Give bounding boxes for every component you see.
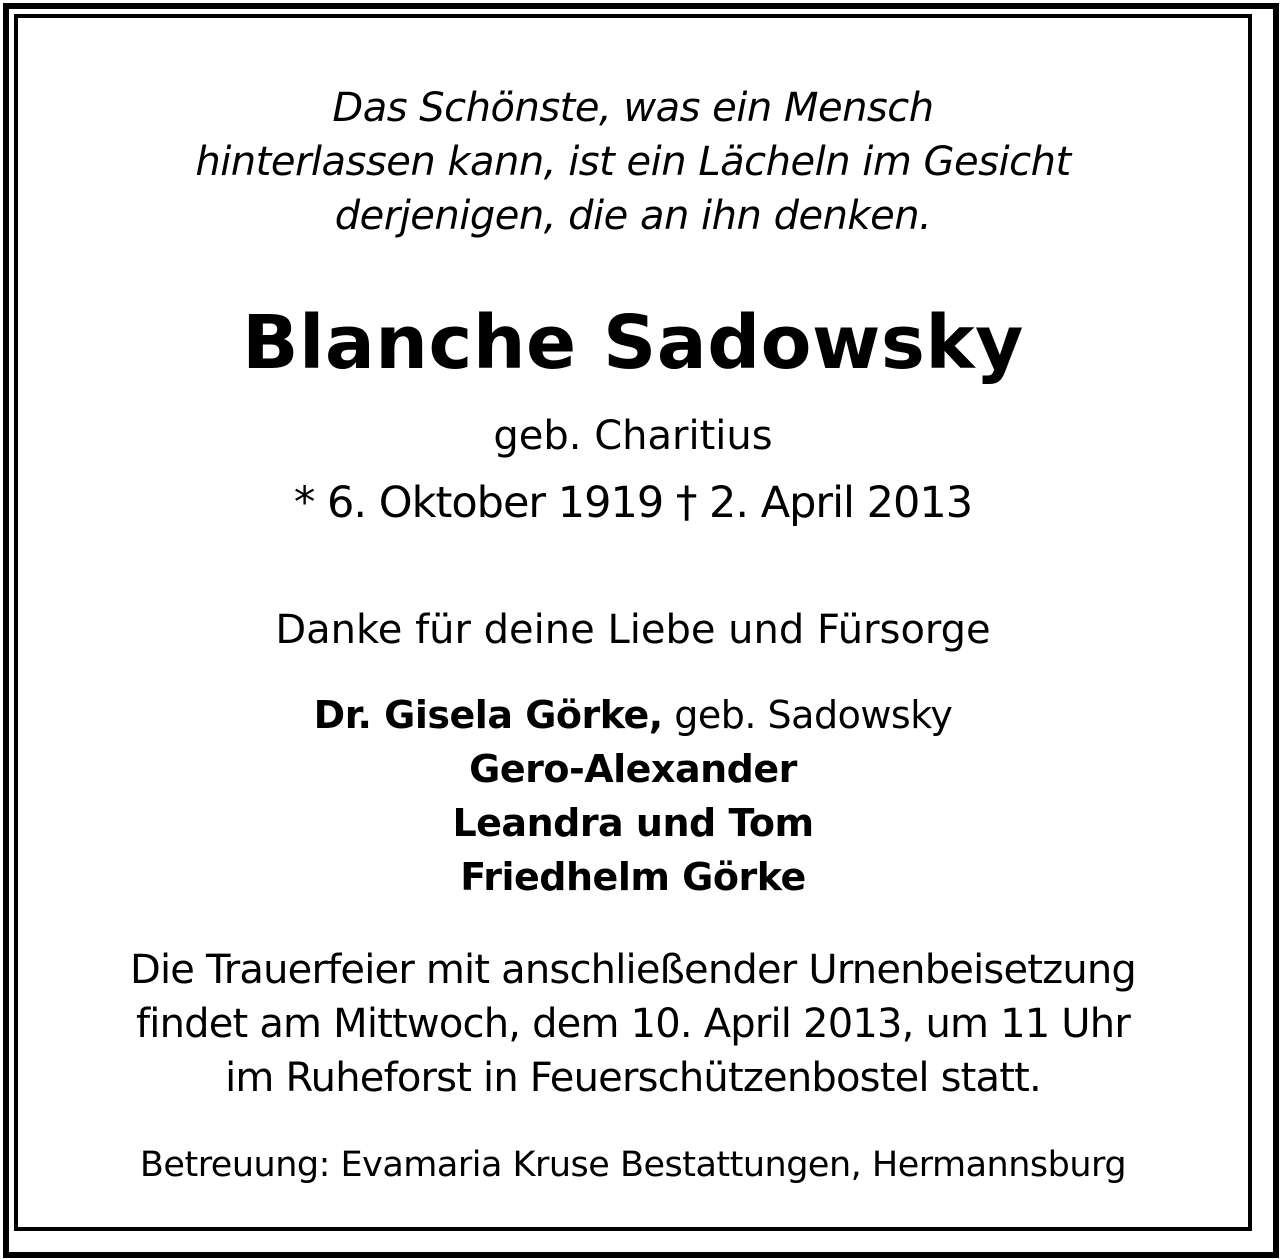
undertaker-line: Betreuung: Evamaria Kruse Bestattungen, Hermannsburg <box>139 1145 1127 1185</box>
family-member-3-name: Leandra und Tom <box>452 801 814 845</box>
life-dates: * 6. Oktober 1919 † 2. April 2013 <box>293 478 973 528</box>
verse-line-3: derjenigen, die an ihn denken. <box>334 193 932 239</box>
verse-line-2: hinterlassen kann, ist ein Lächeln im Gesicht <box>195 139 1071 185</box>
family-member-4-name: Friedhelm Görke <box>460 855 806 899</box>
obituary-notice <box>14 14 1252 1231</box>
family-member-1 <box>18 693 1248 737</box>
service-line-3: im Ruheforst in Feuerschützenbostel statt. <box>225 1055 1041 1101</box>
deceased-name: Blanche Sadowsky <box>242 300 1024 386</box>
service-line-2: findet am Mittwoch, dem 10. April 2013, um 11 Uhr <box>136 1001 1130 1047</box>
family-member-2-name: Gero-Alexander <box>469 747 797 791</box>
family-member-1-birth-name: geb. Sadowsky <box>662 693 953 737</box>
family-member-1-name: Dr. Gisela Görke, <box>313 693 663 737</box>
birth-name: geb. Charitius <box>493 413 773 459</box>
thanks-line: Danke für deine Liebe und Fürsorge <box>275 607 991 653</box>
verse-line-1: Das Schönste, was ein Mensch <box>332 85 934 131</box>
family-member-2 <box>18 747 1248 791</box>
family-member-4 <box>18 855 1248 899</box>
family-member-3 <box>18 801 1248 845</box>
service-line-1: Die Trauerfeier mit anschließender Urnenbeisetzung <box>129 947 1137 993</box>
